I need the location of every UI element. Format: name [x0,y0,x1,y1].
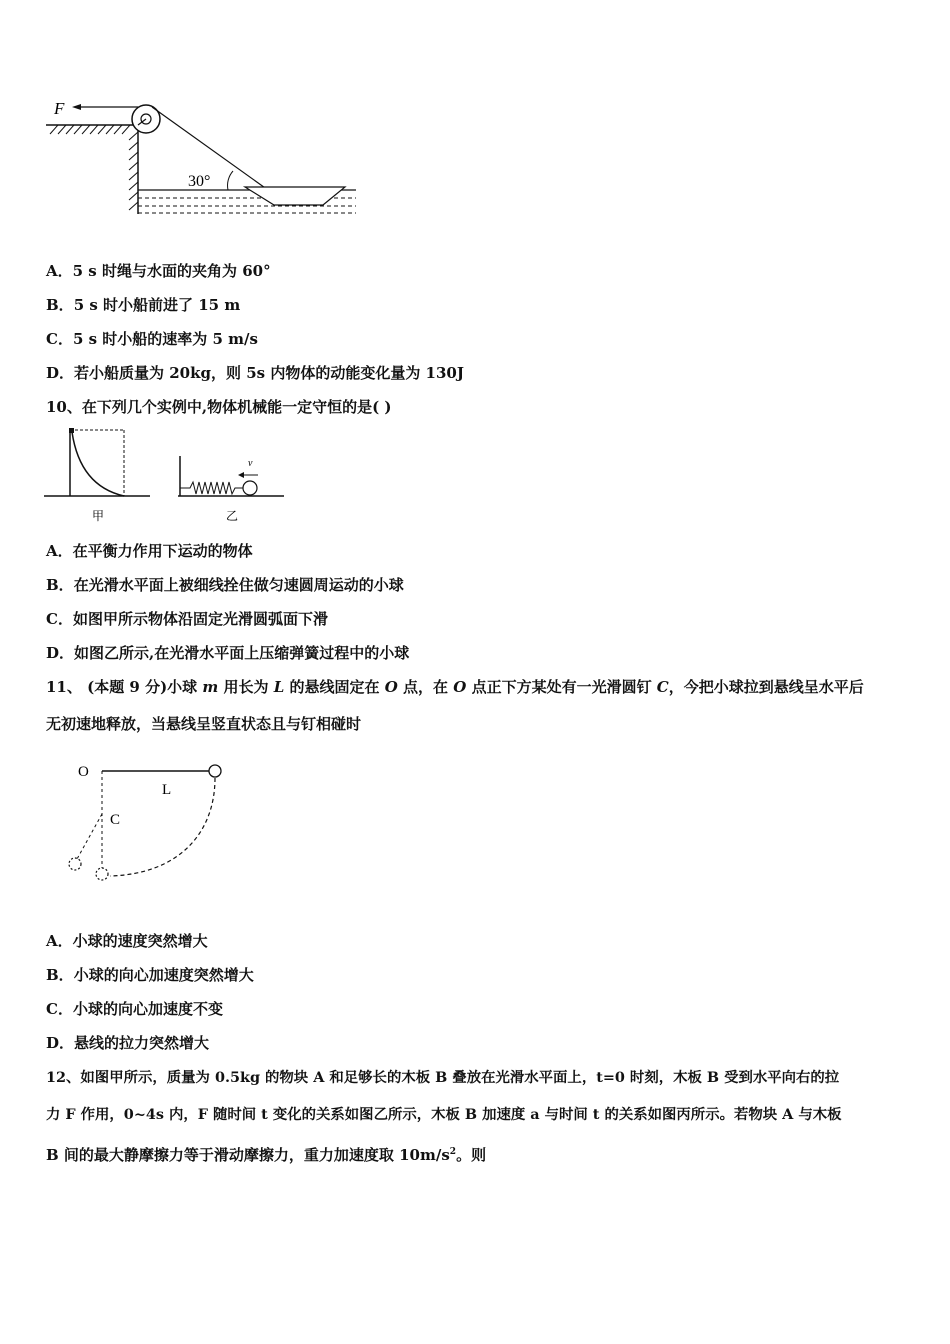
option-letter: D． [46,364,75,382]
block [69,428,74,433]
pendulum-figure [60,752,240,892]
angle-label: 30° [188,173,211,190]
option-text: 如图甲所示物体沿固定光滑圆弧面下滑 [72,610,328,628]
length-label: L [162,782,172,798]
velocity-label: v [248,458,253,469]
option-text: 小球的速度突然增大 [72,932,208,950]
q11-option-b [46,965,254,985]
force-arrowhead [72,104,81,110]
q10-option-c [46,609,328,629]
q11-stem-line2: 无初速地释放，当悬线呈竖直状态且与钉相碰时 [46,715,362,733]
option-text: 如图乙所示,在光滑水平面上压缩弹簧过程中的小球 [74,644,410,662]
q9-option-a [46,261,271,281]
option-text: 小球的向心加速度突然增大 [73,966,254,984]
option-letter: C． [46,1000,73,1018]
option-letter: A． [46,932,73,950]
q9-option-d [46,363,464,383]
ball [243,481,257,495]
q10-stem: 10、在下列几个实例中,物体机械能一定守恒的是( ) [46,398,392,416]
option-letter: D． [46,1034,75,1052]
boat [245,187,345,205]
option-letter: A． [46,262,73,280]
q10-option-b [46,575,404,595]
option-text: 在平衡力作用下运动的物体 [72,542,253,560]
q12-stem-line1: 12、如图甲所示，质量为 0.5kg 的物块 A 和足够长的木板 B 叠放在光滑水平面上，t=0 时刻，木板 B 受到水平向右的拉 [46,1069,840,1086]
option-text: 5 s 时绳与水面的夹角为 60° [72,262,271,280]
q11-option-c [46,999,223,1019]
q10-option-d [46,643,409,663]
fig-label-yi: 乙 [226,509,239,523]
q11-option-a [46,931,208,951]
q12-stem-line2: 力 F 作用，0~4s 内，F 随时间 t 变化的关系如图乙所示，木板 B 加速度 a 与时间 t 的关系如图丙所示。若物块 A 与木板 [46,1106,842,1123]
q12-stem-line3: B 间的最大静摩擦力等于滑动摩擦力，重力加速度取 $10m/s^2$。则 [46,1146,487,1164]
nail-c-label: C [110,812,121,828]
option-letter: C． [46,330,73,348]
option-letter: D． [46,644,75,662]
option-text: 5 s 时小船的速率为 5 m/s [72,330,258,348]
q11-stem-line1: 11、 (本题 9 分)小球 m 用长为 L 的悬线固定在 O 点，在 O 点正下方某处有一光滑圆钉 C，今把小球拉到悬线呈水平后 [46,678,864,696]
force-label: F [54,99,65,118]
arc-surface [72,432,124,496]
option-letter: C． [46,610,73,628]
q9-option-b [46,295,240,315]
option-letter: A． [46,542,73,560]
point-o-label: O [78,764,89,780]
arc-spring-figure [40,424,300,529]
option-text: 5 s 时小船前进了 15 m [73,296,241,314]
q10-option-a [46,541,253,561]
fig-label-jia: 甲 [92,509,105,523]
option-text: 悬线的拉力突然增大 [74,1034,210,1052]
option-letter: B． [46,576,74,594]
option-text: 小球的向心加速度不变 [72,1000,223,1018]
q11-option-d [46,1033,209,1053]
q9-option-c [46,329,258,349]
spring [180,482,243,494]
pulley-boat-figure [40,92,370,222]
option-letter: B． [46,296,74,314]
option-text: 若小船质量为 20kg，则 5s 内物体的动能变化量为 130J [74,364,464,382]
option-letter: B． [46,966,74,984]
option-text: 在光滑水平面上被细线拴住做匀速圆周运动的小球 [73,576,404,594]
